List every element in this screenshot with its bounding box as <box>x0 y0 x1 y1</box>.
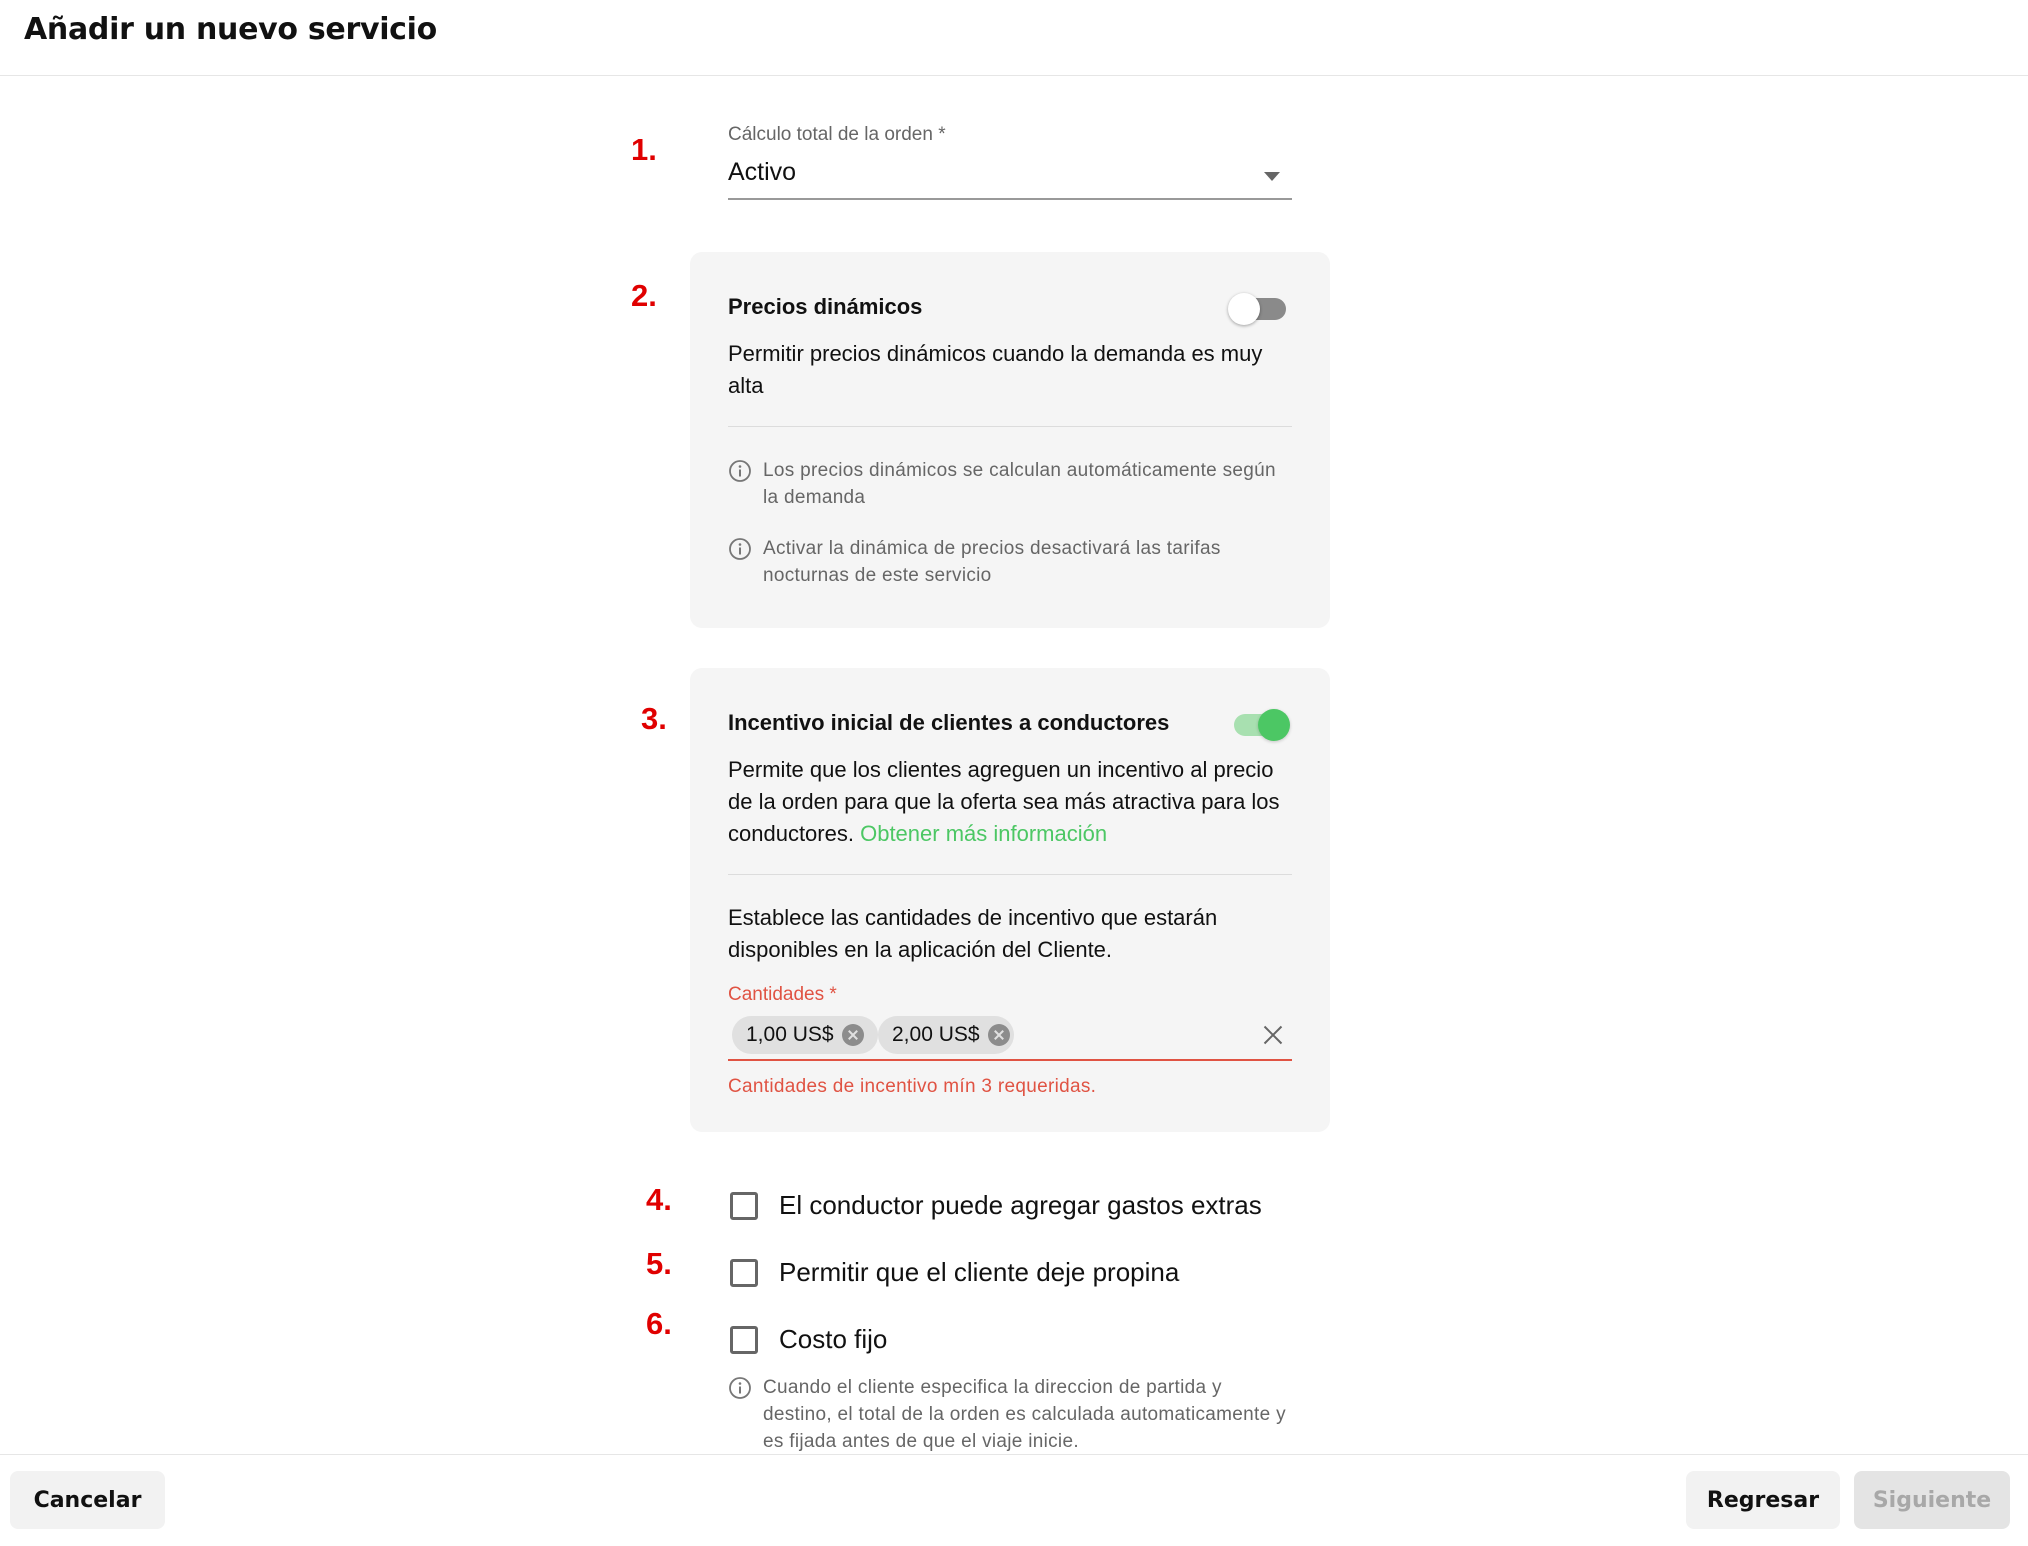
card-divider <box>728 874 1292 875</box>
extra-charges-option[interactable] <box>730 1190 1262 1221</box>
toggle-knob <box>1258 709 1290 741</box>
select-underline <box>728 198 1292 200</box>
toggle-knob <box>1228 293 1260 325</box>
dynamic-pricing-info-2 <box>728 535 1288 589</box>
amounts-error-text: Cantidades de incentivo mín 3 requeridas. <box>728 1076 1097 1097</box>
dynamic-pricing-card <box>690 252 1330 628</box>
extra-charges-label: El conductor puede agregar gastos extras <box>779 1190 1262 1220</box>
incentive-description-text: Permite que los clientes agreguen un incentivo al precio de la orden para que la oferta sea más atractiva para los conductores. <box>728 757 1280 846</box>
dynamic-pricing-description: Permitir precios dinámicos cuando la demanda es muy alta <box>728 341 1263 398</box>
dropdown-arrow-icon[interactable] <box>1264 172 1280 181</box>
next-button[interactable]: Siguiente <box>1854 1471 2010 1529</box>
extra-charges-checkbox[interactable] <box>730 1192 758 1220</box>
tips-label: Permitir que el cliente deje propina <box>779 1257 1180 1287</box>
info-text: Cuando el cliente especifica la direccion de partida y destino, el total de la orden es calculada automaticamente y es fijada antes de que el viaje inicie. <box>763 1377 1286 1452</box>
step-number-1: 1. <box>631 132 657 167</box>
incentive-amounts-intro: Establece las cantidades de incentivo que estarán disponibles en la aplicación del Cliente. <box>728 905 1218 962</box>
fixed-cost-checkbox[interactable] <box>730 1326 758 1354</box>
tips-checkbox[interactable] <box>730 1259 758 1287</box>
dynamic-pricing-title: Precios dinámicos <box>728 294 923 319</box>
amount-chip[interactable] <box>878 1016 1014 1054</box>
step-number-5: 5. <box>646 1246 672 1281</box>
page-title: Añadir un nuevo servicio <box>24 12 437 47</box>
incentive-title: Incentivo inicial de clientes a conductores <box>728 710 1170 735</box>
remove-chip-icon[interactable] <box>988 1024 1010 1046</box>
info-icon <box>728 1376 752 1400</box>
cancel-button[interactable]: Cancelar <box>10 1471 165 1529</box>
fixed-cost-option[interactable] <box>730 1324 887 1355</box>
amounts-label: Cantidades * <box>728 984 837 1005</box>
step-number-3: 3. <box>641 701 667 736</box>
fixed-cost-info <box>728 1374 1288 1455</box>
fixed-cost-label: Costo fijo <box>779 1324 888 1354</box>
tips-option[interactable] <box>730 1257 1179 1288</box>
info-text: Los precios dinámicos se calculan automáticamente según la demanda <box>763 460 1276 508</box>
order-total-label: Cálculo total de la orden * <box>728 124 946 145</box>
card-divider <box>728 426 1292 427</box>
amounts-input-underline[interactable] <box>728 1059 1292 1061</box>
step-number-6: 6. <box>646 1306 672 1341</box>
info-icon <box>728 459 752 483</box>
learn-more-link[interactable]: Obtener más información <box>860 821 1108 846</box>
step-number-4: 4. <box>646 1182 672 1217</box>
amount-chip[interactable] <box>732 1016 878 1054</box>
order-total-value[interactable]: Activo <box>728 158 797 186</box>
incentive-toggle[interactable] <box>1230 706 1288 740</box>
page-header <box>0 0 2028 76</box>
info-text: Activar la dinámica de precios desactivará las tarifas nocturnas de este servicio <box>763 538 1221 586</box>
back-button[interactable]: Regresar <box>1686 1471 1840 1529</box>
info-icon <box>728 537 752 561</box>
clear-amounts-icon[interactable] <box>1262 1024 1284 1046</box>
step-number-2: 2. <box>631 278 657 313</box>
footer-bar <box>0 1454 2028 1546</box>
incentive-card <box>690 668 1330 1132</box>
chip-label: 1,00 US$ <box>746 1023 834 1046</box>
incentive-description <box>728 754 1288 850</box>
dynamic-pricing-toggle[interactable] <box>1228 290 1286 324</box>
chip-label: 2,00 US$ <box>892 1023 980 1046</box>
dynamic-pricing-info-1 <box>728 457 1288 511</box>
remove-chip-icon[interactable] <box>842 1024 864 1046</box>
